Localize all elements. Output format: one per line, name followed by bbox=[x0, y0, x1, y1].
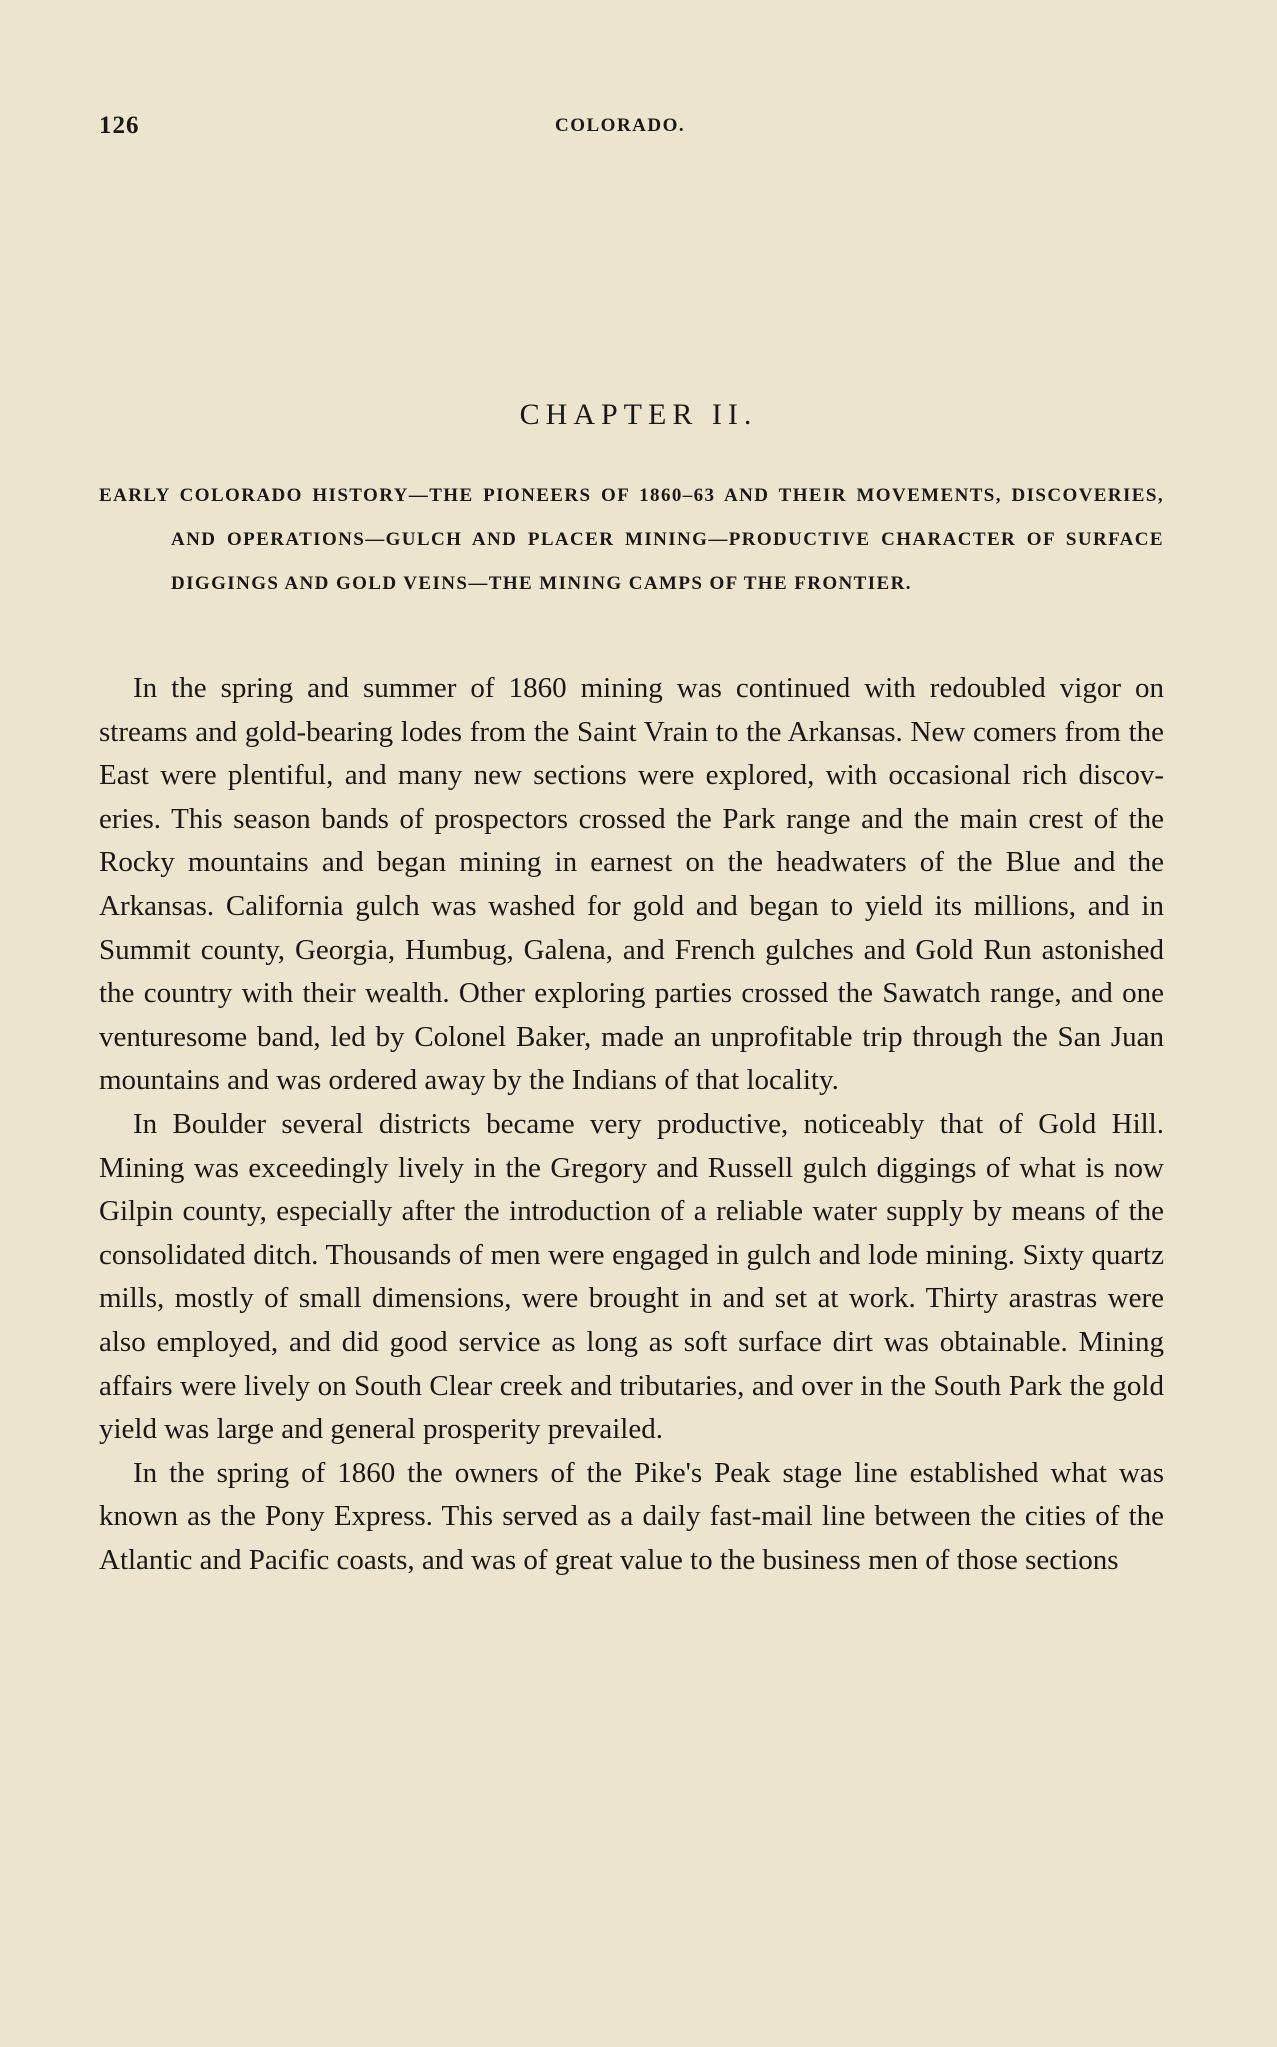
running-head: COLORADO. bbox=[555, 115, 686, 136]
paragraph: In Boulder several districts became very productive, noticeably that of Gold Hill. Mining was exceedingly lively in the Gregory and Russell gulch diggings of what is now Gilpin county, especially after the introduction of a reliable water supply by means of the consolidated ditch. Thousands of men were engaged in gulch and lode mining. Sixty quartz mills, mostly of small dimensions, were brought in and set at work. Thirty arastras were also employed, and did good service as long as soft surface dirt was obtainable. Mining affairs were lively on South Clear creek and tributaries, and over in the South Park the gold yield was large and general prosperity prevailed. bbox=[99, 1107, 1164, 1446]
paragraph: In the spring of 1860 the owners of the Pike's Peak stage line established what was known as the Pony Express. This served as a daily fast-mail line between the cities of the Atlantic and Pacific coasts, and was of great value to the business men of those sections bbox=[99, 1456, 1164, 1576]
chapter-title: CHAPTER II. bbox=[519, 398, 758, 431]
page-header bbox=[99, 112, 1164, 146]
paragraph: In the spring and summer of 1860 mining was continued with redoubled vigor on streams and gold-bearing lodes from the Saint Vrain to the Arkansas. New comers from the East were plentiful, and many new sections were explored, with occasional rich discoveries. This season bands of prospectors crossed the Park range and the main crest of the Rocky mountains and began mining in earnest on the headwaters of the Blue and the Arkansas. California gulch was washed for gold and began to yield its millions, and in Summit county, Georgia, Humbug, Galena, and French gulches and Gold Run astonished the country with their wealth. Other exploring parties crossed the Sawatch range, and one venturesome band, led by Colonel Baker, made an unprofitable trip through the San Juan mountains and was ordered away by the Indians of that locality. bbox=[99, 672, 1164, 1097]
body-text bbox=[99, 667, 1164, 1582]
page-number: 126 bbox=[99, 112, 140, 139]
chapter-synopsis: EARLY COLORADO HISTORY—THE PIONEERS OF 1860–63 AND THEIR MOVEMENTS, DISCOVERIES, AND OPERATIONS—GULCH AND PLACER MINING—PRODUCTIVE CHARACTER OF SURFACE DIGGINGS AND GOLD VEINS—THE MINING CAMPS OF THE FRONTIER. bbox=[99, 485, 1164, 594]
